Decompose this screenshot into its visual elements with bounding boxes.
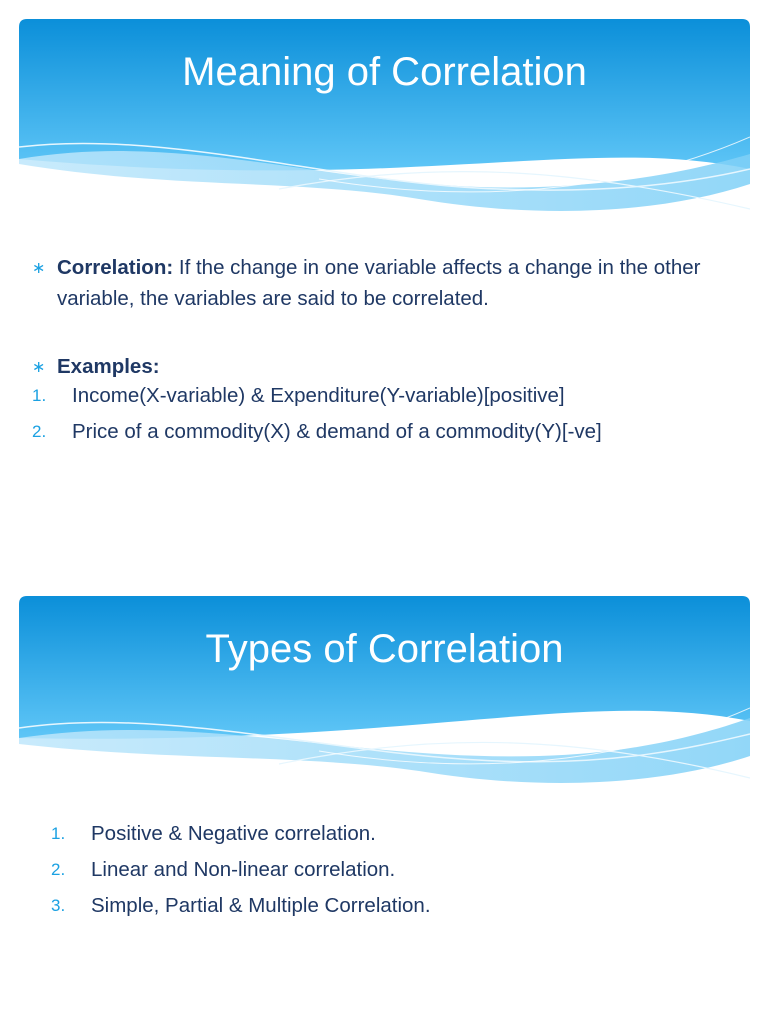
- list-item: [19, 378, 750, 414]
- slide-meaning-of-correlation: [19, 19, 750, 519]
- list-number: 2.: [51, 860, 66, 879]
- asterisk-bullet-icon: ∗: [32, 359, 46, 376]
- definition-term: Correlation:: [57, 256, 174, 279]
- slide-body: [19, 816, 750, 924]
- slide-types-of-correlation: [19, 596, 750, 1006]
- list-item-text: Simple, Partial & Multiple Correlation.: [91, 894, 431, 917]
- slide-title: Types of Correlation: [205, 627, 564, 671]
- list-item-text: Income(X-variable) & Expenditure(Y-variable)[positive]: [72, 384, 565, 407]
- slide-body: [19, 252, 750, 450]
- definition-bullet: [19, 252, 750, 314]
- list-item-text: Positive & Negative correlation.: [91, 822, 376, 845]
- list-item-text: Linear and Non-linear correlation.: [91, 858, 396, 881]
- list-item-text: Price of a commodity(X) & demand of a commodity(Y)[-ve]: [72, 420, 602, 443]
- examples-heading: Examples:: [57, 355, 160, 378]
- list-number: 3.: [51, 896, 66, 915]
- list-number: 1.: [51, 824, 66, 843]
- title-banner: [19, 19, 750, 219]
- list-item: [19, 888, 750, 924]
- title-banner: [19, 596, 750, 796]
- list-item: [19, 816, 750, 852]
- list-number: 1.: [32, 386, 47, 405]
- list-item: [19, 414, 750, 450]
- slide-title: Meaning of Correlation: [182, 50, 587, 94]
- examples-list: [19, 378, 750, 450]
- list-item: [19, 852, 750, 888]
- definition-text: If the change in one variable affects a change in the other variable, the variables are said to be correlated.: [57, 256, 701, 310]
- asterisk-bullet-icon: ∗: [32, 260, 46, 277]
- list-number: 2.: [32, 422, 47, 441]
